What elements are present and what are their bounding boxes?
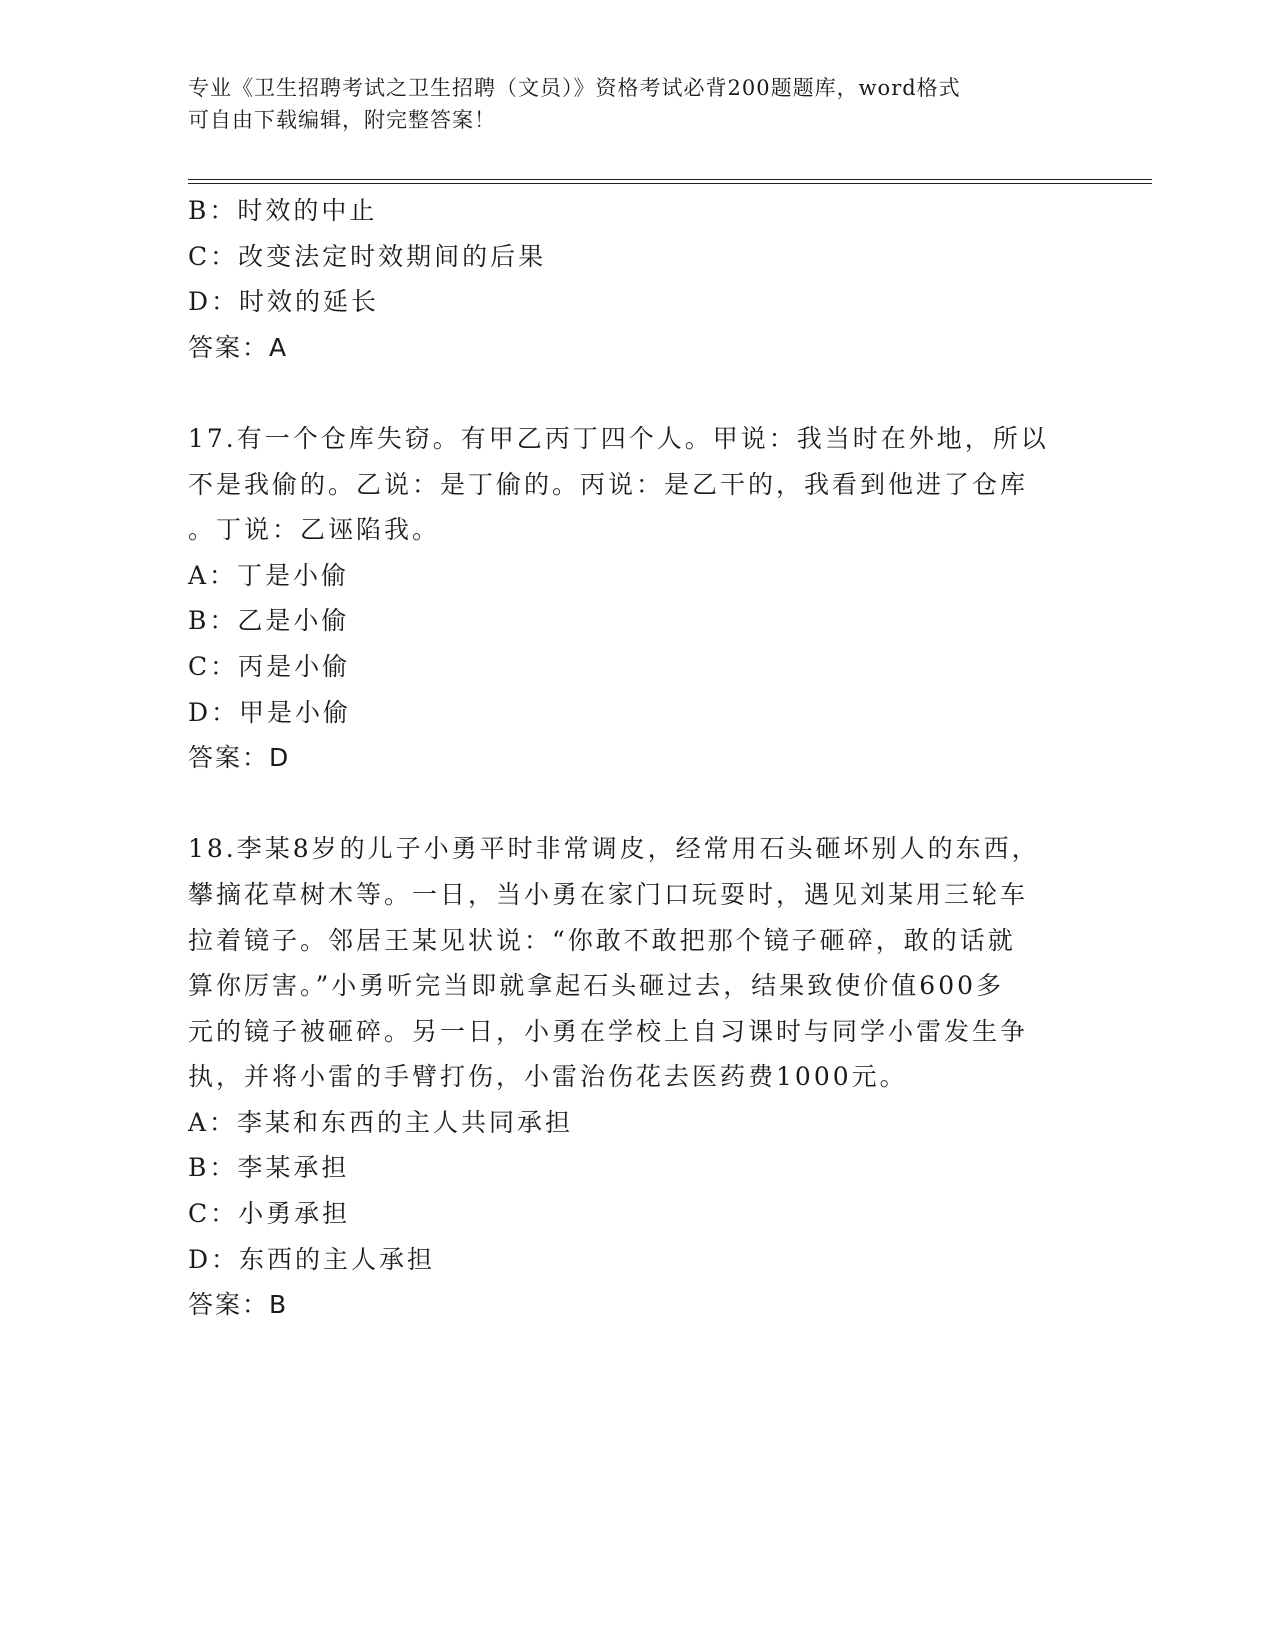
option-d: D：时效的延长: [188, 287, 380, 317]
document-header: [188, 72, 1068, 136]
answer: 答案：A: [188, 332, 289, 362]
option-c: C：丙是小偷: [188, 651, 351, 681]
question-text-line: 17.有一个仓库失窃。有甲乙丙丁四个人。甲说：我当时在外地，所以: [188, 423, 1049, 453]
option-c: C：改变法定时效期间的后果: [188, 241, 547, 271]
option-d: D：甲是小偷: [188, 697, 352, 727]
option-b: B：乙是小偷: [188, 606, 350, 636]
question-text-line: 。丁说：乙诬陷我。: [188, 515, 441, 545]
question-17: [188, 416, 1088, 781]
spacer: [188, 781, 1088, 827]
option-a: A：李某和东西的主人共同承担: [188, 1107, 574, 1137]
option-b: B：李某承担: [188, 1153, 350, 1183]
question-text-line: 元的镜子被砸碎。另一日，小勇在学校上自习课时与同学小雷发生争: [188, 1016, 1029, 1046]
header-line-1: 专业《卫生招聘考试之卫生招聘（文员）》资格考试必背200题题库，word格式: [188, 76, 961, 100]
answer: 答案：D: [188, 743, 291, 773]
option-d: D：东西的主人承担: [188, 1244, 436, 1274]
question-text-line: 18.李某8岁的儿子小勇平时非常调皮，经常用石头砸坏别人的东西，: [188, 834, 1040, 864]
question-text-line: 攀摘花草树木等。一日，当小勇在家门口玩耍时，遇见刘某用三轮车: [188, 879, 1029, 909]
header-line-2: 可自由下载编辑，附完整答案！: [188, 108, 496, 132]
question-text-line: 执，并将小雷的手臂打伤，小雷治伤花去医药费1000元。: [188, 1062, 908, 1092]
previous-question: [188, 188, 1088, 370]
question-text-line: 拉着镜子。邻居王某见状说：“你敢不敢把那个镜子砸碎，敢的话就: [188, 925, 1016, 955]
answer: 答案：B: [188, 1290, 289, 1320]
option-b: B：时效的中止: [188, 196, 378, 225]
header-rule-bottom: [188, 183, 1152, 184]
question-text-line: 不是我偷的。乙说：是丁偷的。丙说：是乙干的，我看到他进了仓库: [188, 469, 1029, 499]
header-rule-top: [188, 179, 1152, 180]
option-c: C：小勇承担: [188, 1199, 351, 1229]
question-text-line: 算你厉害。”小勇听完当即就拿起石头砸过去，结果致使价值600多: [188, 971, 1005, 1001]
document-body: [188, 188, 1088, 1328]
option-a: A：丁是小偷: [188, 560, 350, 590]
question-18: [188, 826, 1088, 1328]
spacer: [188, 370, 1088, 416]
